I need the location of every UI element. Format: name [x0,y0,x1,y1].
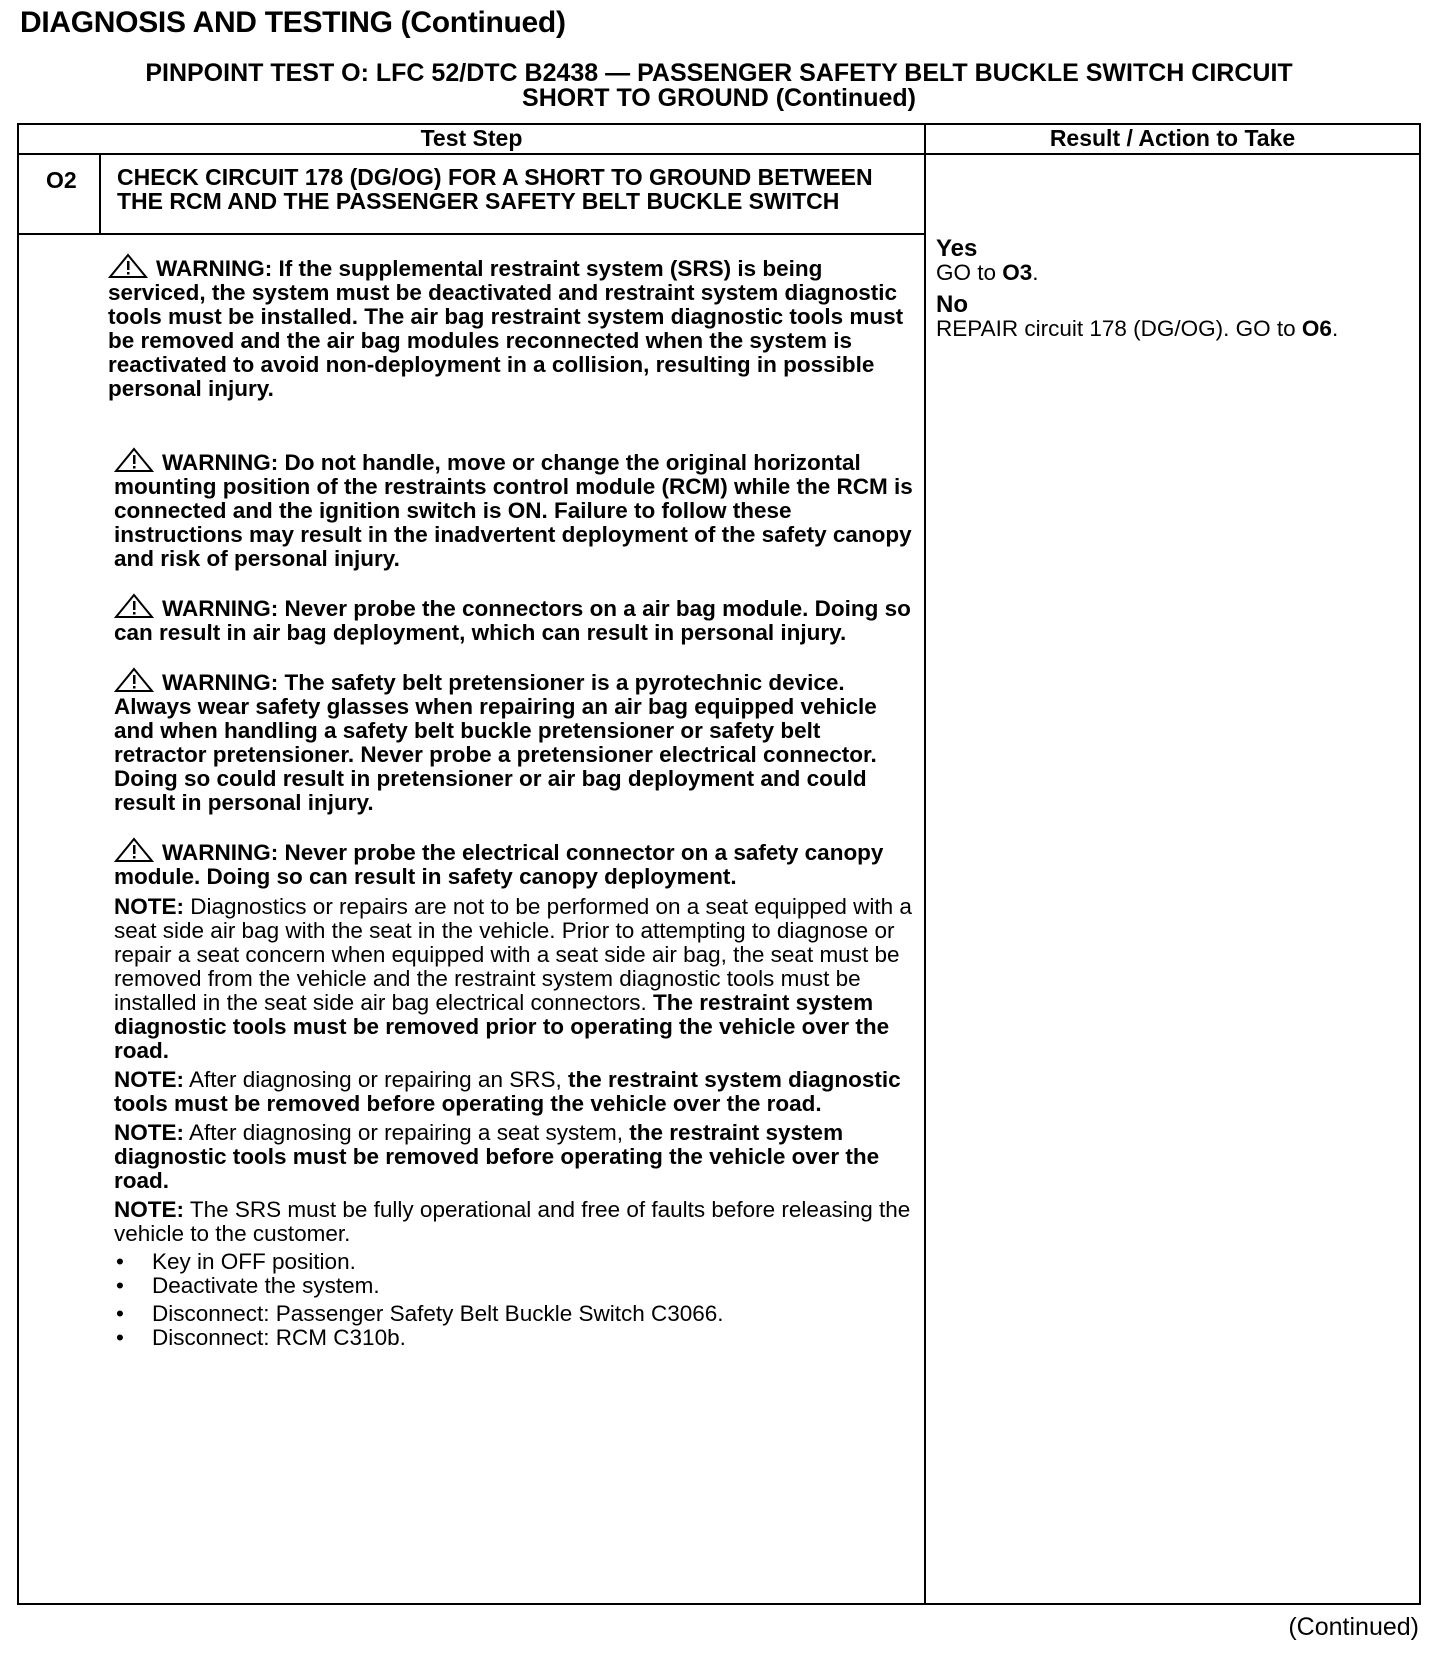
warning-triangle-icon [114,447,154,473]
step-number-divider [99,153,101,233]
test-step-table [17,123,1421,1605]
result-no-text: REPAIR circuit 178 (DG/OG). GO to [936,316,1302,341]
note-block [114,1198,918,1246]
result-no-target: O6 [1301,316,1332,341]
result-yes-label: Yes [936,235,978,262]
step-action-list [114,1250,918,1350]
warning-text: WARNING: Do not handle, move or change the original horizontal mounting position of the restraints control module (RCM) while the RCM is connected and the ignition switch is ON. Failure to follow these instructions may result in the inadvertent deployment of the safety canopy and risk of personal injury. [114,450,913,571]
column-divider [924,125,926,1603]
subtitle-line-1: PINPOINT TEST O: LFC 52/DTC B2438 — PASSENGER SAFETY BELT BUCKLE SWITCH CIRCUIT [145,59,1293,87]
note-label: NOTE: [114,1067,184,1092]
notes [108,895,918,1350]
note-text: Diagnostics or repairs are not to be performed on a seat equipped with a seat side air bag with the seat in the vehicle. Prior to attempting to diagnose or repair a seat concern when equipped with a seat side air bag, the seat must be removed from the vehicle and the restraint system diagnostic tools must be installed in the seat side air bag electrical connectors. [114,894,912,1015]
warning-text: WARNING: The safety belt pretensioner is a pyrotechnic device. Always wear safety glasses when repairing an air bag equipped vehicle and when handling a safety belt buckle pretensioner or safety belt retractor pretensioner. Never probe a pretensioner electrical connector. Doing so could result in pretensioner or air bag deployment and could result in personal injury. [114,670,877,815]
list-item: • Key in OFF position. [114,1250,918,1274]
warning-triangle-icon [114,837,154,863]
result-no-action [936,317,1416,341]
header-row-divider [19,153,1419,155]
note-label: NOTE: [114,1197,184,1222]
warning-text: WARNING: Never probe the electrical connector on a safety canopy module. Doing so can result in safety canopy deployment. [114,840,884,889]
warning-block [108,667,918,815]
list-item: • Disconnect: RCM C310b. [114,1326,918,1350]
note-bold-text: the restraint system diagnostic tools must be removed before operating the vehicle over the road. [114,1067,901,1116]
list-item: • Disconnect: Passenger Safety Belt Buckle Switch C3066. [114,1302,918,1326]
warning-triangle-icon [114,593,154,619]
note-block [114,1121,918,1193]
note-label: NOTE: [114,1120,184,1145]
warning-block [108,593,918,645]
warning-block [108,447,918,571]
result-no-label: No [936,291,968,318]
warning-text: WARNING: Never probe the connectors on a air bag module. Doing so can result in air bag deployment, which can result in personal injury. [114,596,911,645]
column-header-test-step: Test Step [420,125,523,151]
step-title-divider [19,233,925,235]
step-body [108,253,918,1350]
warning-triangle-icon [108,253,148,279]
pinpoint-test-title [20,61,1418,111]
list-item: • Deactivate the system. [114,1274,918,1298]
warning-text: WARNING: If the supplemental restraint system (SRS) is being serviced, the system must be deactivated and restraint system diagnostic tools must be installed. The air bag restraint system diagnostic tools must be removed and the air bag modules reconnected when the system is reactivated to avoid non-deployment in a collision, resulting in possible personal injury. [108,256,904,401]
column-header-result: Result / Action to Take [1049,125,1296,151]
note-bold-text: The restraint system diagnostic tools must be removed prior to operating the vehicle over the road. [114,990,890,1063]
result-yes-target: O3 [1002,260,1033,285]
page-title: DIAGNOSIS AND TESTING (Continued) [20,6,566,39]
note-block [114,895,918,1063]
note-text: After diagnosing or repairing an SRS, [184,1067,568,1092]
note-text: After diagnosing or repairing a seat system, [184,1120,630,1145]
subtitle-line-2: SHORT TO GROUND (Continued) [522,84,916,112]
note-bold-text: the restraint system diagnostic tools must be removed before operating the vehicle over the road. [114,1120,880,1193]
note-block [114,1068,918,1116]
continued-label: (Continued) [1288,1613,1419,1641]
step-number: O2 [46,167,77,193]
result-no-end: . [1331,316,1339,341]
step-title: CHECK CIRCUIT 178 (DG/OG) FOR A SHORT TO GROUND BETWEEN THE RCM AND THE PASSENGER SAFETY BELT BUCKLE SWITCH [117,164,873,214]
result-yes-action [936,261,1416,285]
result-action [936,237,1416,341]
warning-block [108,253,918,401]
note-label: NOTE: [114,894,184,919]
warning-block [108,837,918,889]
note-text: The SRS must be fully operational and free of faults before releasing the vehicle to the customer. [114,1197,911,1246]
result-yes-end: . [1032,260,1039,285]
result-yes-text: GO to [936,260,1003,285]
warning-triangle-icon [114,667,154,693]
